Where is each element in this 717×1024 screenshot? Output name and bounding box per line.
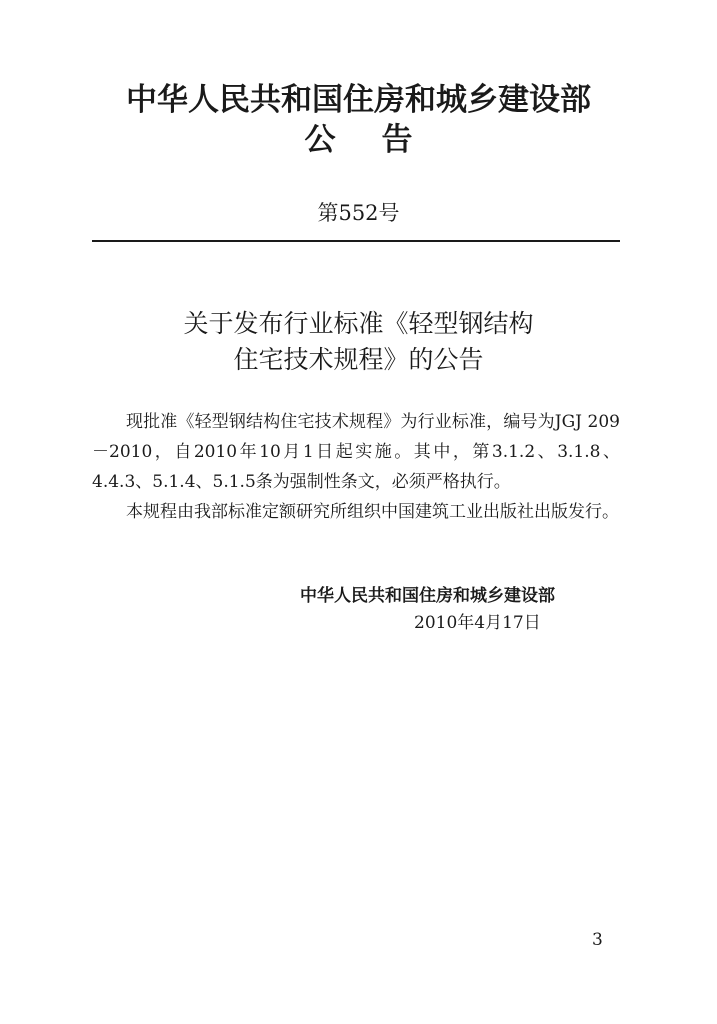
body-paragraph-1: 现批准《轻型钢结构住宅技术规程》为行业标准，编号为JGJ 209－2010，自2010年10月1日起实施。其中，第3.1.2、3.1.8、4.4.3、5.1.4、5.1.5条为强制性条文，必须严格执行。 (92, 412, 620, 492)
notice-subject-line-1: 关于发布行业标准《轻型钢结构 (183, 309, 534, 338)
page-number: 3 (592, 930, 603, 950)
notice-heading-char-2: 告 (381, 122, 413, 158)
notice-subject-line-2: 住宅技术规程》的公告 (233, 345, 484, 374)
notice-subject (0, 306, 717, 378)
header-divider (92, 240, 620, 242)
issuer-signature: 中华人民共和国住房和城乡建设部 (300, 586, 555, 606)
ministry-title: 中华人民共和国住房和城乡建设部 (126, 82, 591, 118)
notice-number: 第552号 (317, 201, 400, 225)
notice-body (92, 407, 620, 527)
body-paragraph-2: 本规程由我部标准定额研究所组织中国建筑工业出版社出版发行。 (126, 502, 619, 522)
notice-heading (0, 122, 717, 158)
notice-heading-char-1: 公 (304, 122, 336, 158)
issue-date: 2010年4月17日 (414, 613, 541, 633)
